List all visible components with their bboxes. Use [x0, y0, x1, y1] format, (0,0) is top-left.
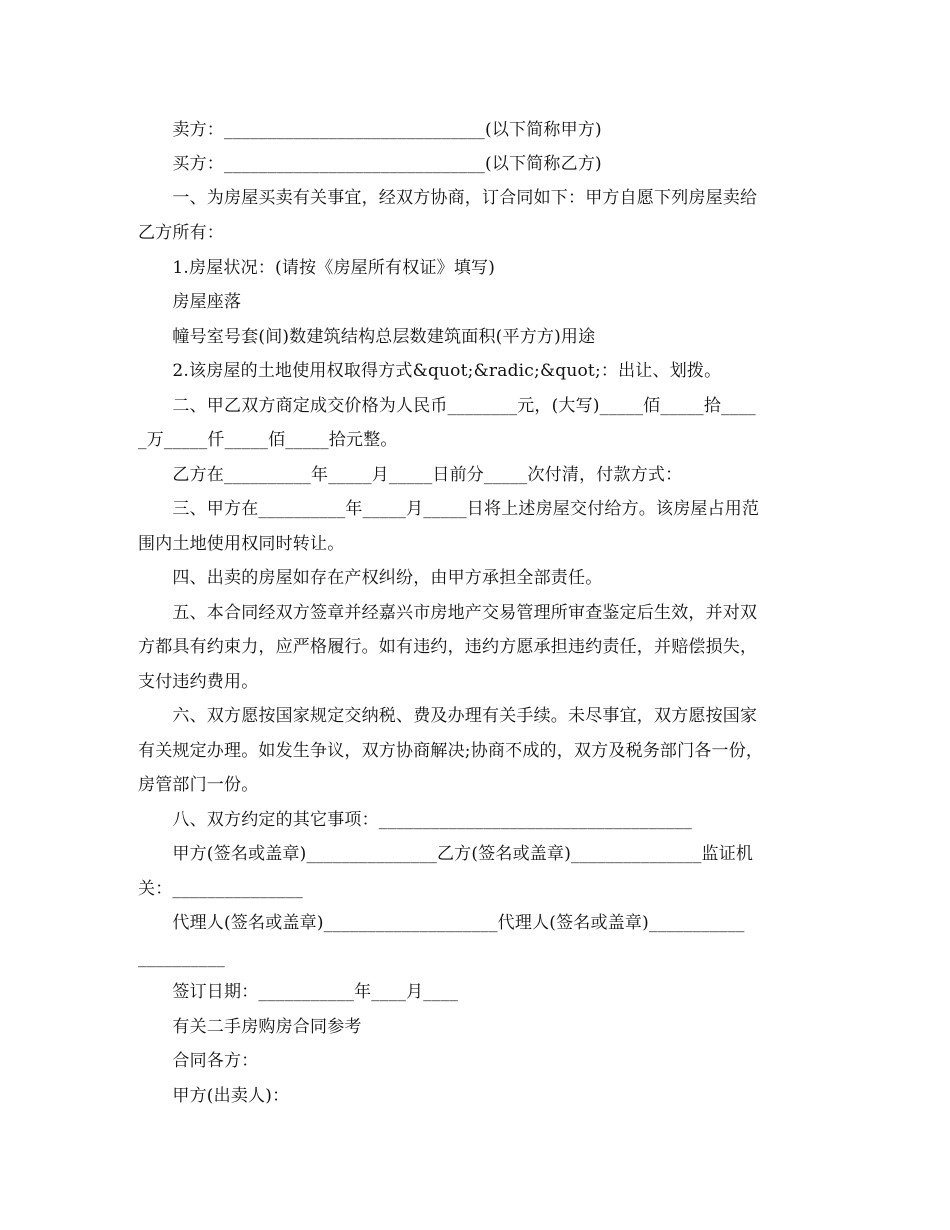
clause-5-line-3: 支付违约费用。: [138, 672, 259, 692]
house-status-line: 1.房屋状况：(请按《房屋所有权证》填写): [138, 258, 496, 278]
land-use-line: 2.该房屋的土地使用权取得方式&quot;&radic;&quot;：出让、划拨。: [138, 361, 722, 381]
clause-3-line-2: 围内土地使用权同时转让。: [138, 534, 345, 554]
clause-8-line: 八、双方约定的其它事项：____________________________________: [138, 810, 692, 830]
payment-line: 乙方在__________年_____月_____日前分_____次付清，付款方式：: [138, 465, 683, 485]
clause-2-line-2: _万_____仟_____佰_____拾元整。: [138, 430, 398, 450]
signing-date-line: 签订日期：___________年____月____: [138, 982, 459, 1002]
clause-3-line-1: 三、甲方在__________年_____月_____日将上述房屋交付给方。该房屋占用范: [138, 499, 760, 519]
party-a-seller-line: 甲方(出卖人)：: [138, 1086, 290, 1106]
house-details-line: 幢号室号套(间)数建筑结构总层数建筑面积(平方方)用途: [138, 327, 596, 347]
buyer-line: 买方：______________________________(以下简称乙方): [138, 154, 602, 174]
agent-signature-line-2: __________: [138, 948, 225, 968]
seller-line: 卖方：______________________________(以下简称甲方): [138, 120, 602, 140]
clause-5-line-1: 五、本合同经双方签章并经嘉兴市房地产交易管理所审查鉴定后生效，并对双: [138, 603, 758, 623]
clause-1-line-1: 一、为房屋买卖有关事宜，经双方协商，订合同如下：甲方自愿下列房屋卖给: [138, 188, 758, 208]
clause-6-line-1: 六、双方愿按国家规定交纳税、费及办理有关手续。未尽事宜，双方愿按国家: [138, 706, 758, 726]
agent-signature-line-1: 代理人(签名或盖章)____________________代理人(签名或盖章)___________: [138, 913, 745, 933]
clause-6-line-3: 房管部门一份。: [138, 775, 259, 795]
clause-4-line: 四、出卖的房屋如存在产权纠纷，由甲方承担全部责任。: [138, 568, 603, 588]
contract-parties-line: 合同各方：: [138, 1051, 259, 1071]
clause-2-line-1: 二、甲乙双方商定成交价格为人民币________元，(大写)_____佰_____拾____: [138, 396, 756, 416]
signature-line-1: 甲方(签名或盖章)_______________乙方(签名或盖章)_______________监证机: [138, 844, 754, 864]
reference-title-line: 有关二手房购房合同参考: [138, 1017, 362, 1037]
house-location-line: 房屋座落: [138, 292, 242, 312]
clause-6-line-2: 有关规定办理。如发生争议，双方协商解决;协商不成的，双方及税务部门各一份，: [138, 741, 764, 761]
clause-1-line-2: 乙方所有：: [138, 223, 224, 243]
clause-5-line-2: 方都具有约束力，应严格履行。如有违约，违约方愿承担违约责任，并赔偿损失，: [138, 637, 758, 657]
signature-line-2: 关：_______________: [138, 879, 303, 899]
